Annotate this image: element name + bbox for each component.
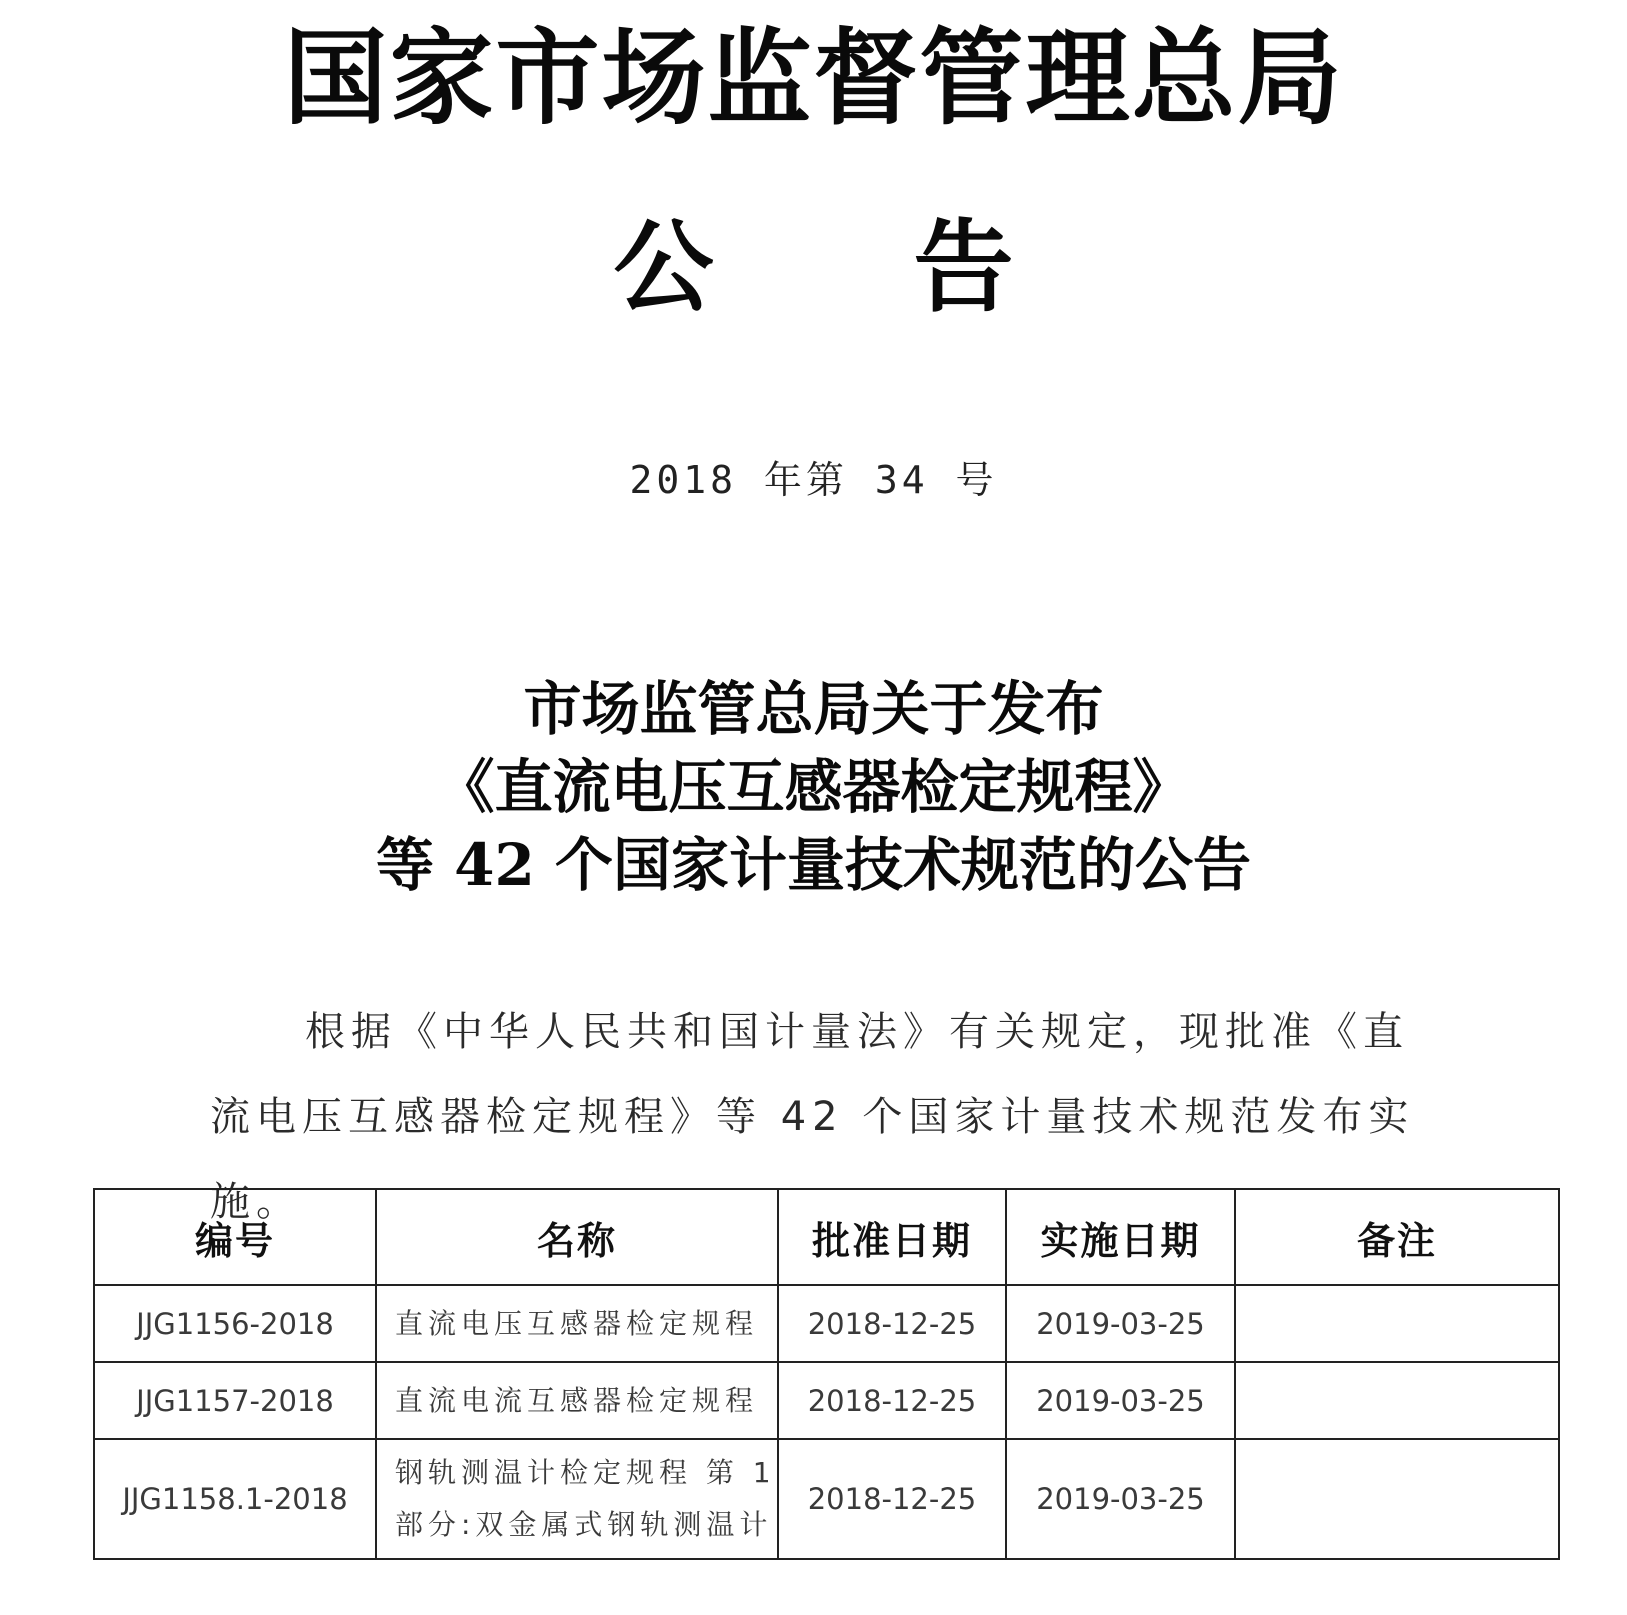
- cell-effective-date: 2019-03-25: [1006, 1285, 1235, 1362]
- cell-approval-date: 2018-12-25: [778, 1285, 1006, 1362]
- cell-code: JJG1157-2018: [94, 1362, 376, 1439]
- table-row: [94, 1285, 1559, 1362]
- cell-effective-date: 2019-03-25: [1006, 1362, 1235, 1439]
- header-code: 编号: [94, 1189, 376, 1285]
- cell-code: JJG1156-2018: [94, 1285, 376, 1362]
- table-row: [94, 1439, 1559, 1559]
- cell-name: 钢轨测温计检定规程 第 1 部分:双金属式钢轨测温计: [376, 1439, 778, 1559]
- document-number: 2018 年第 34 号: [629, 458, 998, 502]
- table-row: [94, 1362, 1559, 1439]
- cell-approval-date: 2018-12-25: [778, 1439, 1006, 1559]
- announcement-title-line-2: 《直流电压互感器检定规程》: [436, 753, 1191, 821]
- table-header-row: [94, 1189, 1559, 1285]
- header-approval-date: 批准日期: [778, 1189, 1006, 1285]
- announcement-body: 根据《中华人民共和国计量法》有关规定，现批准《直流电压互感器检定规程》等 42 个国家计量技术规范发布实施。: [210, 1009, 1415, 1225]
- announcement-title-line-1: 市场监管总局关于发布: [523, 675, 1104, 743]
- cell-note: [1235, 1362, 1559, 1439]
- header-name: 名称: [376, 1189, 778, 1285]
- announcement-title: [0, 670, 1627, 904]
- cell-code: JJG1158.1-2018: [94, 1439, 376, 1559]
- document-type-heading: 公告: [613, 208, 1214, 326]
- cell-name: 直流电流互感器检定规程: [376, 1362, 778, 1439]
- standards-table: [93, 1188, 1560, 1560]
- cell-note: [1235, 1439, 1559, 1559]
- cell-approval-date: 2018-12-25: [778, 1362, 1006, 1439]
- announcement-title-line-3: 等 42 个国家计量技术规范的公告: [375, 831, 1252, 899]
- cell-name: 直流电压互感器检定规程: [376, 1285, 778, 1362]
- cell-note: [1235, 1285, 1559, 1362]
- cell-effective-date: 2019-03-25: [1006, 1439, 1235, 1559]
- header-note: 备注: [1235, 1189, 1559, 1285]
- header-effective-date: 实施日期: [1006, 1189, 1235, 1285]
- agency-title: 国家市场监督管理总局: [283, 16, 1344, 139]
